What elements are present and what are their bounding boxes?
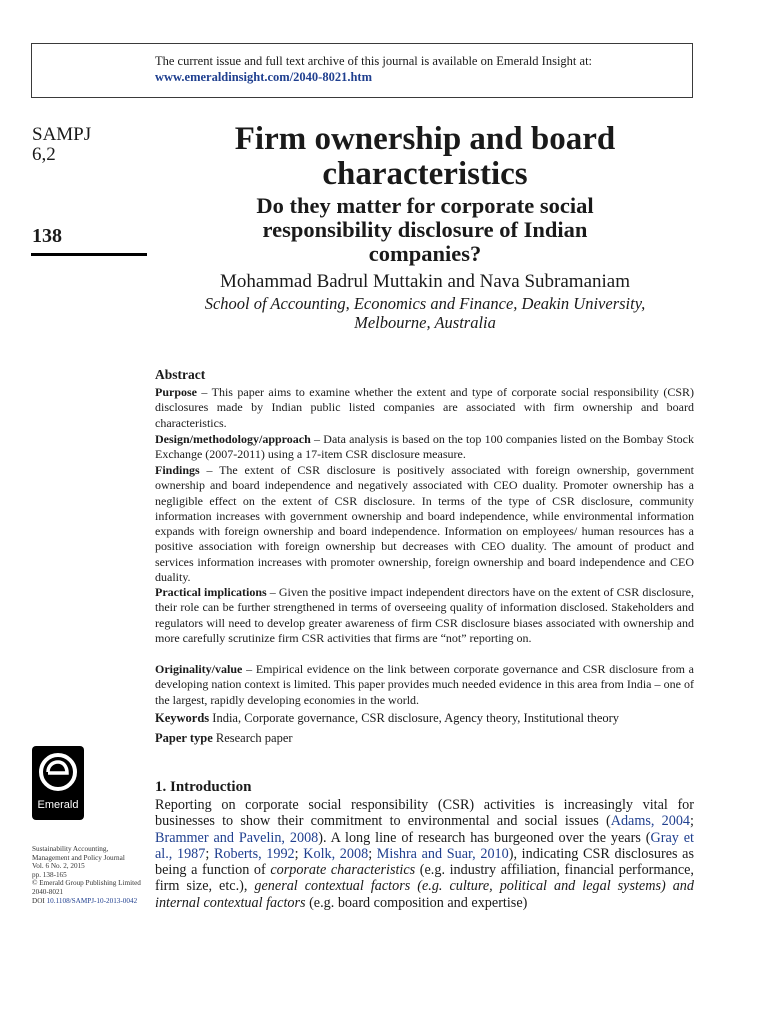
intro-text: ; <box>690 813 694 830</box>
intro-text: ; <box>205 845 214 862</box>
citation-link[interactable]: Kolk, 2008 <box>303 845 369 862</box>
journal-citation-info <box>32 845 150 905</box>
journal-name-line-2: Management and Policy Journal <box>32 853 125 862</box>
abstract-heading: Abstract <box>155 367 206 382</box>
affiliation-line-1: School of Accounting, Economics and Finance, Deakin University, <box>204 294 646 313</box>
citation-link[interactable]: Roberts, 1992 <box>213 845 295 862</box>
article-subtitle-line-1: Do they matter for corporate social <box>256 193 594 218</box>
page-number-rule <box>31 253 147 256</box>
access-notice: The current issue and full text archive of this journal is available on Emerald Insight at: <box>155 54 593 68</box>
article-title-line-1: Firm ownership and board <box>234 121 616 157</box>
volume-issue: 6,2 <box>32 144 56 165</box>
implications-label: Practical implications <box>155 585 267 599</box>
emerald-logo <box>32 746 84 820</box>
article-title-line-2: characteristics <box>322 156 528 192</box>
journal-doi <box>32 897 150 906</box>
doi-label: DOI <box>32 896 45 905</box>
citation-link[interactable]: Mishra and Suar, 2010 <box>376 845 509 862</box>
affiliation-line-2: Melbourne, Australia <box>354 313 496 332</box>
abstract-implications <box>155 585 694 646</box>
originality-label: Originality/value <box>155 662 243 676</box>
authors: Mohammad Badrul Muttakin and Nava Subramaniam <box>220 271 630 292</box>
implications-text: – Given the positive impact independent directors have on the extent of CSR disclosure, their role can be further strengthened in terms of overseeing quality of information disclosed. Stakeholders and regulators will need to develop greater awareness of firm CSR disclosure biases associated with ownership and more carefully scrutinize firm CSR activities that firms are “not” reporting on. <box>155 585 694 645</box>
journal-pages: pp. 138-165 <box>32 870 67 879</box>
emerald-e-icon <box>37 751 79 793</box>
journal-name-line-1: Sustainability Accounting, <box>32 845 109 853</box>
intro-text: (e.g. board composition and expertise) <box>305 894 528 911</box>
design-label: Design/methodology/approach <box>155 432 311 446</box>
purpose-text: – This paper aims to examine whether the extent and type of corporate social responsibility (CSR) disclosures made by Indian public listed companies are associated with firm ownership and board characteristics. <box>155 385 694 430</box>
keywords-label: Keywords <box>155 711 210 725</box>
journal-volume: Vol. 6 No. 2, 2015 <box>32 862 85 871</box>
intro-text: Reporting on corporate social responsibility (CSR) activities is increasingly vital for businesses to show their commitment to environmental and social issues ( <box>155 797 694 830</box>
keywords <box>155 711 619 726</box>
intro-text: ). A long line of research has burgeoned over the years ( <box>318 829 651 846</box>
journal-url-link[interactable]: www.emeraldinsight.com/2040-8021.htm <box>155 70 372 84</box>
intro-italic-text: general contextual factors (e.g. culture, political and legal systems) and internal contextual factors <box>155 878 694 911</box>
citation-link[interactable]: Brammer and Pavelin, 2008 <box>155 829 319 846</box>
paper-type-text: Research paper <box>212 731 293 745</box>
abstract-purpose <box>155 385 694 431</box>
journal-copyright: © Emerald Group Publishing Limited <box>32 879 141 888</box>
purpose-label: Purpose <box>155 385 197 399</box>
journal-abbreviation: SAMPJ <box>32 124 92 145</box>
originality-text: – Empirical evidence on the link between corporate governance and CSR disclosure from a developing nation context is limited. This paper provides much needed evidence in this area from India – one of the largest, rapidly developing economies in the world. <box>155 662 694 707</box>
article-subtitle-line-2: responsibility disclosure of Indian <box>262 217 588 242</box>
findings-label: Findings <box>155 463 200 477</box>
paper-type <box>155 731 293 746</box>
article-subtitle-line-3: companies? <box>368 241 482 266</box>
journal-issn: 2040-8021 <box>32 887 64 896</box>
abstract-findings <box>155 463 694 585</box>
page-number: 138 <box>32 225 62 247</box>
introduction-heading: 1. Introduction <box>155 779 252 795</box>
doi-link[interactable]: 10.1108/SAMPJ-10-2013-0042 <box>46 896 138 905</box>
design-text: – Data analysis is based on the top 100 companies listed on the Bombay Stock Exchange (2007-2011) using a 17-item CSR disclosure measure. <box>155 432 694 462</box>
introduction-body <box>155 797 694 911</box>
emerald-wordmark: Emerald <box>37 799 79 811</box>
intro-text: ; <box>294 845 304 862</box>
intro-text: ), indicating CSR disclosures as being a function of <box>155 845 694 879</box>
citation-link[interactable]: Adams, 2004 <box>610 813 691 830</box>
paper-type-label: Paper type <box>155 731 213 745</box>
abstract-design <box>155 432 694 463</box>
citation-link[interactable]: Gray et al., 1987 <box>155 829 694 862</box>
intro-text: (e.g. industry affiliation, financial performance, firm size, etc.), <box>155 862 694 895</box>
abstract-originality <box>155 662 694 708</box>
intro-italic-text: corporate characteristics <box>270 862 416 879</box>
findings-text: – The extent of CSR disclosure is positively associated with foreign ownership, government ownership and board independence and negatively associated with CEO duality. Promoter ownership has a negligible effect on the extent of CSR disclosure. In terms of the type of CSR disclosure, community information increases with government ownership and board independence, while environmental information expands with foreign ownership and board independence. Information on employees/ human resources has a positive association with foreign ownership but decreases with CEO duality. The amount of product and services information increases with promoter ownership, foreign ownership and board independence and CEO duality. <box>155 463 694 585</box>
intro-text: ; <box>368 845 377 862</box>
keywords-text: India, Corporate governance, CSR disclosure, Agency theory, Institutional theory <box>209 711 620 725</box>
